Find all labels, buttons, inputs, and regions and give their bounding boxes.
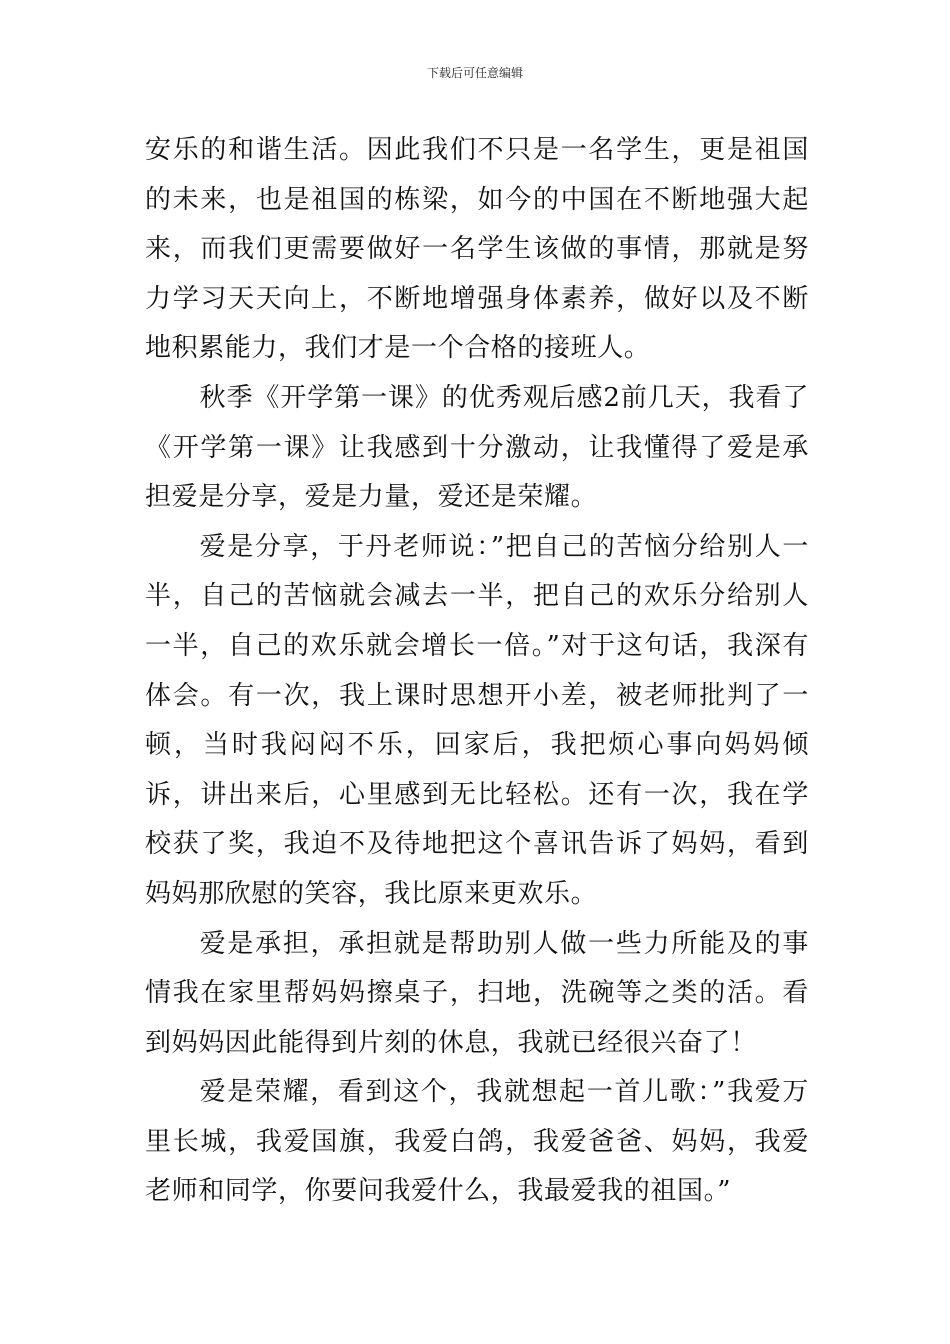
paragraph-sharing: 爱是分享，于丹老师说：”把自己的苦恼分给别人一半，自己的苦恼就会减去一半，把自己的欢乐分给别人一半，自己的欢乐就会增长一倍。”对于这句话，我深有体会。有一次，我上课时思想开小差，被老师批判了一顿，当时我闷闷不乐，回家后，我把烦心事向妈妈倾诉，讲出来后，心里感到无比轻松。还有一次，我在学校获了奖，我迫不及待地把这个喜讯告诉了妈妈，看到妈妈那欣慰的笑容，我比原来更欢乐。 <box>145 531 809 909</box>
document-body <box>145 126 809 1217</box>
paragraph-responsibility: 爱是承担，承担就是帮助别人做一些力所能及的事情我在家里帮妈妈擦桌子，扫地，洗碗等之类的活。看到妈妈因此能得到片刻的休息，我就已经很兴奋了！ <box>145 928 809 1058</box>
page-header: 下载后可任意编辑 <box>426 66 523 80</box>
paragraph-continuation: 安乐的和谐生活。因此我们不只是一名学生，更是祖国的未来，也是祖国的栋梁，如今的中国在不断地强大起来，而我们更需要做好一名学生该做的事情，那就是努力学习天天向上，不断地增强身体素养，做好以及不断地积累能力，我们才是一个合格的接班人。 <box>145 135 809 364</box>
paragraph-honor: 爱是荣耀，看到这个，我就想起一首儿歌：”我爱万里长城，我爱国旗，我爱白鸽，我爱爸爸、妈妈，我爱老师和同学，你要问我爱什么，我最爱我的祖国。” <box>145 1077 809 1207</box>
paragraph-intro: 秋季《开学第一课》的优秀观后感2前几天，我看了《开学第一课》让我感到十分激动，让我懂得了爱是承担爱是分享，爱是力量，爱还是荣耀。 <box>145 382 809 513</box>
